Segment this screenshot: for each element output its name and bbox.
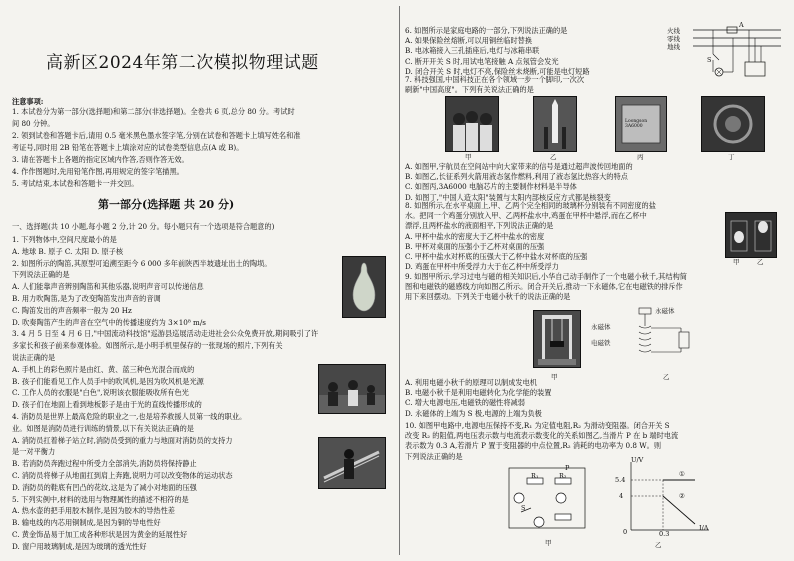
- graph-xlabel: I/A: [699, 524, 709, 532]
- text-line: 用下来回摆动。下列关于电磁小秋千的说法正确的是: [405, 292, 571, 302]
- text-line: 水。把同一个鸡蛋分别放入甲、乙两杯盐水中,鸡蛋在甲杯中悬浮,而在乙杯中: [405, 211, 647, 221]
- fig10-caption-a: 甲: [545, 539, 552, 547]
- people-icon: [319, 365, 385, 413]
- text-line: 6. 如图所示是家庭电路的一部分,下列说法正确的是: [405, 26, 568, 35]
- text-line: 5. 考试结束,本试卷和答题卡一并交回。: [12, 179, 139, 188]
- text-line: D. 闭合开关 S 时,电灯不亮,保险丝未烧断,可能是电灯短路: [405, 66, 590, 76]
- text-line: 5. 下列实例中,材料的选用与物理属性的描述不相符的是: [12, 494, 189, 504]
- fig7-label-d: 丁: [728, 153, 735, 161]
- artificial-sun-photo: [701, 96, 765, 152]
- chip-photo: [615, 96, 667, 152]
- text-line: D. 消防员的鞋底有凹凸的花纹,这是为了减小对地面的压强: [12, 482, 197, 492]
- text-line: 1. 下列物体中,空间尺度最小的是: [12, 235, 117, 244]
- graph-curve-2: [663, 496, 695, 524]
- text-line: 4. 消防员是世界上最高危险的职业之一,也是培养救援人员第一线的职业。: [12, 412, 247, 421]
- text-line: 下列说法正确的是: [405, 451, 463, 461]
- text-line: D. 吹奏陶笛产生的声音在空气中的传播速度约为 3×10⁸ m/s: [12, 317, 206, 327]
- curve-1-label: ①: [679, 470, 685, 478]
- text-line: D. 鸡蛋在甲杯中所受浮力大于在乙杯中所受浮力: [405, 262, 559, 272]
- text-line: D. 孩子们在地面上看到地板影子是由于光的直线传播形成的: [12, 400, 202, 410]
- graph-y1: 5.4: [615, 476, 626, 484]
- text-line: 2. 领到试卷和答题卡后,请用 0.5 毫米黑色墨水签字笔,分别在试卷和答题卡上填写姓名和准: [12, 131, 301, 140]
- graph-origin: 0: [623, 528, 628, 536]
- text-line: A. 如图甲,宇航员在空间站中向大家带来的信号是通过超声波传回地面的: [405, 162, 633, 171]
- section-heading: 第一部分(选择题 共 20 分): [98, 198, 235, 211]
- wire-label-ground: 地线: [667, 43, 680, 51]
- text-line: B. 若消防员奔跑过程中所受力全部消失,消防员将保持静止: [12, 459, 197, 469]
- text-line: 业。如图是消防员进行训练的情景,以下有关说法正确的是: [12, 423, 194, 433]
- text-line: 3. 4 月 5 日至 4 月 6 日,"中国流动科技馆"巡游县巡展活动走进社会公众免费开放,期间吸引了许: [12, 329, 319, 339]
- egg-cups-photo: [725, 212, 777, 258]
- rocket-icon: [534, 97, 576, 151]
- text-line: 考证号,同时用 2B 铅笔在答题卡上填涂对应的试卷类型信息点(A 或 B)。: [12, 143, 244, 152]
- text-line: 1. 本试卷分为第一部分(选择题)和第二部分(非选择题)。全卷共 6 页,总分 80 分。考试时: [12, 107, 295, 116]
- magnet-label-b: 永磁体: [655, 307, 675, 315]
- text-line: B. 电磁小秋千是利用电磁转化为化学能的装置: [405, 388, 552, 398]
- column-divider: [399, 6, 400, 555]
- magnet-label: 永磁体: [591, 323, 611, 331]
- slider-p-label: P: [565, 464, 570, 472]
- text-line: 间 80 分钟。: [12, 119, 55, 128]
- text-line: C. 甲杯中盐水对杯底的压强大于乙杯中盐水对杯底的压强: [405, 252, 588, 261]
- r1-label: R₁: [531, 472, 539, 480]
- text-line: C. 断开开关 S 时,用试电笔接触 A 点氖管会发光: [405, 56, 559, 66]
- text-line: 表示数为 0.3 A,若滑片 P 置于变阻器的中点位置,R₂ 消耗的电功率为 0.8 W。则: [405, 441, 662, 451]
- graph-x1: 0.3: [659, 530, 670, 538]
- text-line: C. 如图丙,3A6000 电脑芯片的主要制作材料是半导体: [405, 182, 577, 192]
- astronauts-photo: [445, 96, 499, 152]
- astronaut-icon: [446, 97, 498, 151]
- cups-icon: [726, 213, 776, 257]
- text-line: B. 孩子们能看见工作人员手中的吹风机,是因为吹风机是光源: [12, 376, 204, 386]
- electromagnet-label: 电磁铁: [591, 339, 611, 347]
- text-line: 刷新"中国高度"。下列有关说法正确的是: [405, 85, 534, 95]
- graph-ylabel: U/V: [631, 456, 644, 464]
- node-a-label: A: [739, 21, 744, 29]
- text-line: B. 输电线的内芯用铜制成,是因为铜的导电性好: [12, 518, 161, 528]
- fig7-label-c: 丙: [637, 153, 644, 161]
- text-line: A. 地球 B. 原子 C. 太阳 D. 原子核: [12, 246, 124, 256]
- text-line: A. 利用电磁小秋千的原理可以制成发电机: [405, 378, 537, 387]
- text-line: 10. 如图甲电路中,电源电压保持不变,R₁ 为定值电阻,R₂ 为滑动变阻器。闭合开关 S: [405, 421, 670, 430]
- choice-intro: 一、选择题(共 10 小题,每小题 2 分,计 20 分。每小题只有一个选项是符合题意的): [12, 222, 275, 231]
- circuit-switch-label: S: [521, 504, 526, 512]
- text-line: B. 甲杯对桌面的压强小于乙杯对桌面的压强: [405, 241, 545, 251]
- r2-label: R₂: [559, 472, 567, 480]
- reactor-icon: [702, 97, 764, 151]
- text-line: 是一对平衡力: [12, 447, 56, 457]
- cup-label-a: 甲: [733, 258, 740, 266]
- fig7-label-b: 乙: [550, 153, 557, 161]
- graph-caption: 乙: [655, 541, 662, 549]
- text-line: A. 消防员扛着梯子站立时,消防员受到的重力与地面对消防员的支持力: [12, 435, 233, 445]
- text-line: A. 甲杯中盐水的密度大于乙杯中盐水的密度: [405, 231, 545, 241]
- text-line: 8. 如图所示,在水平桌面上,甲、乙两个完全相同的玻璃杯分别装有不同密度的盐: [405, 201, 656, 210]
- text-line: 4. 作作图题时,先用铅笔作图,再用规定的签字笔描黑。: [12, 167, 184, 176]
- text-line: D. 窗户用玻璃制成,是因为玻璃的透光性好: [12, 541, 147, 551]
- notice-heading: 注意事项:: [12, 97, 44, 106]
- page-title: 高新区2024年第二次模拟物理试题: [46, 53, 319, 73]
- fig7-label-a: 甲: [465, 153, 472, 161]
- text-line: 2. 如图所示的陶笛,其原型可追溯至距今 6 000 多年前陕西半坡遗址出土的陶埙。: [12, 258, 272, 268]
- text-line: A. 热水壶的把手用胶木制作,是因为胶木的导热性差: [12, 506, 175, 516]
- text-line: C. 消防员将梯子从地面扛到肩上奔跑,说明力可以改变物体的运动状态: [12, 471, 233, 480]
- text-line: 图和电磁铁的磁感线方向如图乙所示。闭合开关后,推动一下永磁体,它在电磁铁的排斥作: [405, 282, 683, 292]
- vase-icon: [343, 257, 385, 317]
- curve-2-label: ②: [679, 492, 685, 500]
- right-column: [405, 0, 787, 561]
- text-line: 漂浮,且两杯盐水的液面相平,下列说法正确的是: [405, 221, 554, 231]
- household-circuit-diagram: [663, 24, 783, 80]
- swing-photo: [533, 310, 581, 368]
- text-line: 3. 请在答题卡上各题的指定区域内作答,否则作答无效。: [12, 155, 189, 164]
- text-line: 7. 科技强国,中国科技正在各个领域一步一个脚印,一次次: [405, 75, 585, 84]
- text-line: 9. 如图甲所示,学习过电与磁的相关知识后,小华自己动手制作了一个电磁小秋千,其结构简: [405, 272, 687, 281]
- rocket-photo: [533, 96, 577, 152]
- switch-label: S: [707, 56, 712, 64]
- text-line: B. 用力吹陶笛,是为了改变陶笛发出声音的音调: [12, 294, 161, 303]
- text-line: A. 如果保险丝熔断,可以用铜丝临时替换: [405, 36, 533, 46]
- text-line: 下列说法正确的是: [12, 270, 70, 280]
- wire-label-neutral: 零线: [667, 35, 680, 43]
- text-line: C. 黄金饰品易于加工成各种形状是因为黄金的延展性好: [12, 530, 188, 539]
- fig9-label-a: 甲: [551, 373, 558, 381]
- text-line: 说法正确的是: [12, 353, 56, 362]
- firefighter-photo: [318, 437, 386, 489]
- cup-label-b: 乙: [757, 258, 764, 266]
- text-line: A. 人们能靠声音辨别陶笛和其他乐器,说明声音可以传递信息: [12, 282, 204, 292]
- text-line: C. 陶笛发出的声音频率一般为 20 Hz: [12, 305, 132, 315]
- ocarina-photo: [342, 256, 386, 318]
- text-line: D. 如图丁,"中国人造太阳"装置与太阳内部核反应方式都是核裂变: [405, 192, 611, 202]
- fig10-ui-graph: [621, 460, 711, 536]
- text-line: D. 永磁体的上端为 S 极,电源的上端为负极: [405, 408, 542, 418]
- electromagnet-diagram: [637, 306, 707, 372]
- science-museum-photo: [318, 364, 386, 414]
- chip-label: Loongson 3A6000: [625, 119, 648, 129]
- text-line: A. 手机上的彩色照片是由红、黄、蓝三种色光混合而成的: [12, 364, 195, 374]
- text-line: B. 如图乙,长征系列火箭用液态氢作燃料,利用了液态氢比热容大的特点: [405, 172, 628, 182]
- graph-y2: 4: [619, 492, 624, 500]
- text-line: C. 工作人员的衣服是"白色",说明该衣服能吸收所有色光: [12, 388, 189, 398]
- text-line: 多家长和孩子前来参观体验。如图所示,是小明手机里保存的一张现场的照片,下列有关: [12, 341, 283, 351]
- fig10-circuit: [505, 464, 591, 536]
- text-line: 改变 R₂ 的阻值,两电压表示数与电流表示数变化的关系如图乙,当滑片 P 在 b 端时电流: [405, 431, 679, 441]
- left-column: [12, 0, 392, 561]
- fig9-label-b: 乙: [663, 373, 670, 381]
- swing-icon: [534, 311, 580, 367]
- text-line: C. 增大电源电压,电磁铁的磁性将减弱: [405, 398, 525, 408]
- text-line: B. 电冰箱接入三孔插座后,电灯与冰箱串联: [405, 46, 540, 56]
- firefighter-icon: [319, 438, 385, 488]
- wire-label-live: 火线: [667, 27, 680, 35]
